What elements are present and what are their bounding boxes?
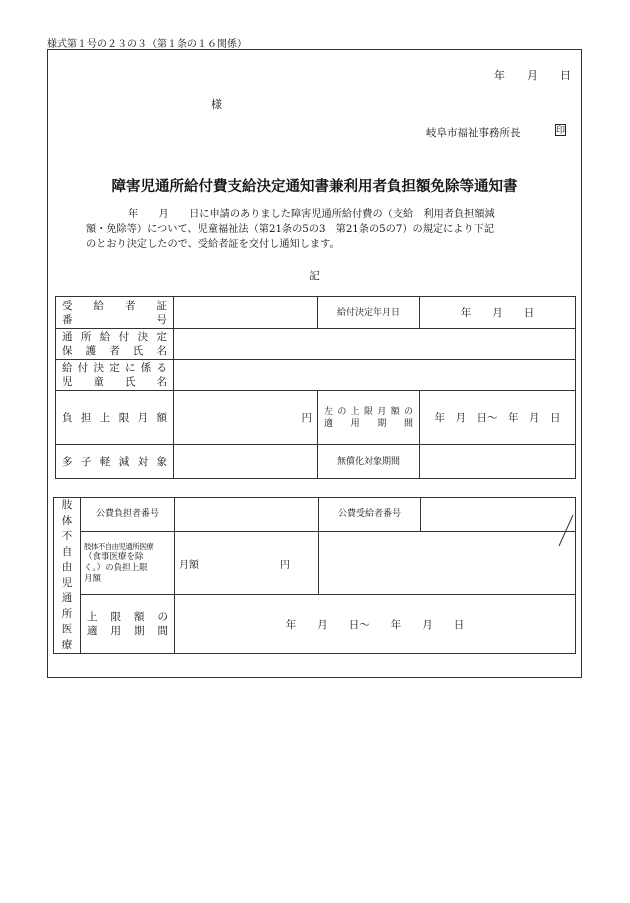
year-label: 年	[494, 69, 505, 82]
public-payer-label: 公費負担者番号	[81, 498, 175, 532]
issue-date	[494, 67, 571, 83]
child-name-field[interactable]	[174, 360, 576, 391]
body-line: のとおり決定したので、受給者証を交付し通知します。	[86, 239, 340, 250]
multi-child-field[interactable]	[174, 445, 318, 479]
decision-date-value[interactable]: 年 月 日	[420, 297, 576, 329]
recipient-number-boxes[interactable]	[174, 297, 318, 329]
free-period-field[interactable]	[420, 445, 576, 479]
body-line: 年 月 日に申請のありました障害児通所給付費の（支給 利用者負担額減	[128, 209, 495, 220]
burden-limit-extra[interactable]	[319, 531, 576, 595]
day-label: 日	[560, 69, 571, 82]
burden-limit-label: 肢体不自由児通所医療 （食事医療を除 く。）の負担上限 月額	[81, 531, 175, 595]
ki-heading: 記	[309, 270, 320, 282]
document-title: 障害児通所給付費支給決定通知書兼利用者負担額免除等通知書	[111, 178, 518, 195]
limit-amount-field[interactable]: 円	[174, 391, 318, 445]
decision-date-label: 給付決定年月日	[318, 297, 420, 329]
medical-period-value[interactable]: 年 月 日〜 年 月 日	[175, 595, 576, 654]
issuer-name: 岐阜市福祉事務所長	[426, 127, 521, 139]
guardian-name-field[interactable]	[174, 329, 576, 360]
monthly-label: 月額	[179, 559, 199, 571]
burden-limit-field[interactable]	[175, 531, 319, 595]
limit-amount-label: 負担上限月額	[56, 391, 174, 445]
public-recipient-boxes[interactable]	[421, 498, 576, 532]
free-period-label: 無償化対象期間	[318, 445, 420, 479]
addressee-suffix: 様	[211, 98, 222, 111]
medical-side-label: 肢 体 不 自 由 児 通 所 医 療	[54, 498, 81, 654]
child-name-label: 給付決定に係る 児童氏名	[56, 360, 174, 391]
medical-period-label: 上限額の 適用期間	[81, 595, 175, 654]
limit-period-label: 左の上限月額の 適用期間	[318, 391, 420, 445]
notice-body	[86, 207, 548, 252]
guardian-name-label: 通所給付決定 保護者氏名	[56, 329, 174, 360]
diagonal-slash	[555, 514, 575, 547]
public-recipient-label: 公費受給者番号	[319, 498, 421, 532]
month-label: 月	[527, 69, 538, 82]
multi-child-label: 多子軽減対象	[56, 445, 174, 479]
body-line: 額・免除等）について、児童福祉法（第21条の5の3 第21条の5の7）の規定により下記	[86, 224, 495, 235]
public-payer-boxes[interactable]	[175, 498, 319, 532]
yen-label: 円	[280, 559, 290, 571]
form-number-label: 様式第１号の２３の３（第１条の１６関係）	[47, 39, 247, 50]
recipient-number-label: 受給者証 番号	[56, 297, 174, 329]
seal-mark: 印	[556, 126, 566, 136]
medical-table	[53, 497, 576, 654]
decision-table	[55, 296, 576, 479]
limit-period-value[interactable]: 年 月 日〜 年 月 日	[420, 391, 576, 445]
